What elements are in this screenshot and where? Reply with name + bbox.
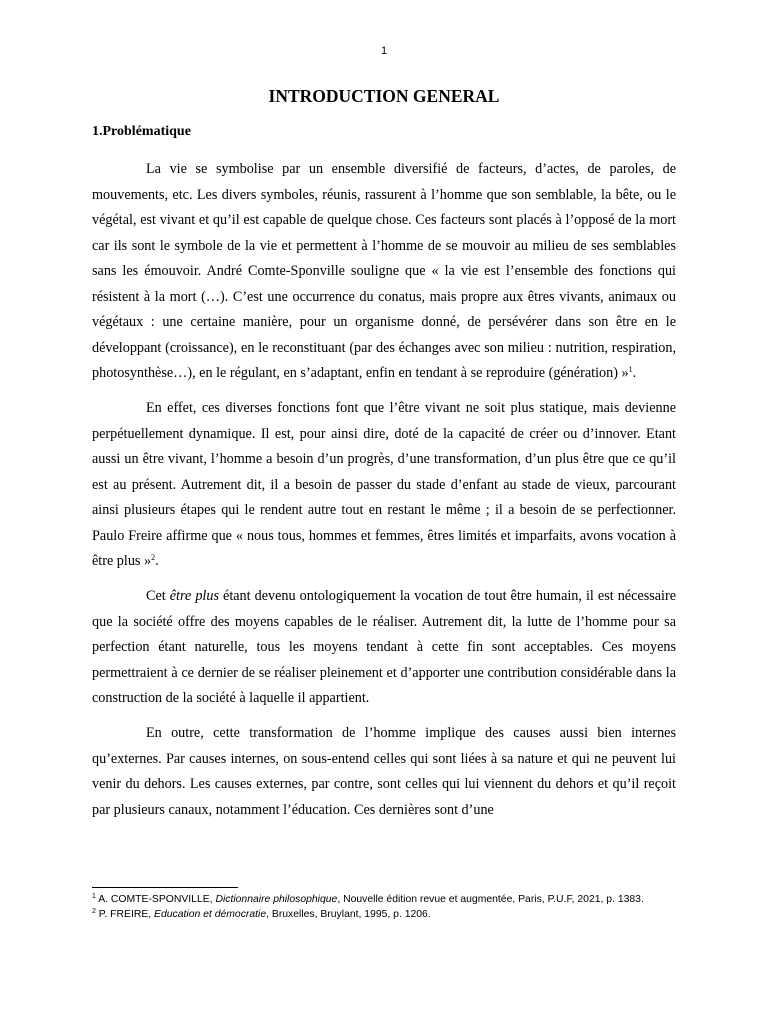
footnote-ref-1[interactable]: 1: [628, 365, 633, 374]
paragraph-1: [92, 157, 676, 387]
paragraph-3-after: étant devenu ontologiquement la vocation de tout être humain, il est nécessaire que la société offre des moyens capables de le réaliser. Autrement dit, la lutte de l’homme pour sa perfection étant naturelle, tous les moyens tendant à cette fin sont acceptables. Ces moyens permettraient à ce dernier de se réaliser pleinement et d’apporter une contribution considérable dans la construction de la société à laquelle il appartient.: [92, 588, 677, 706]
paragraph-1-text: La vie se symbolise par un ensemble diversifié de facteurs, d’actes, de paroles, de mouvements, etc. Les divers symboles, réunis, rassurent à l’homme que son semblable, la bête, ou le végétal, est vivant et qu’il est capable de quelque chose. Ces facteurs sont placés à l’opposé de la mort car ils sont le symbole de la vie et permettent à l’homme de se mouvoir au milieu de ses semblables sans les émouvoir. André Comte-Sponville souligne que « la vie est l’ensemble des fonctions qui résistent à la mort (…). C’est une occurrence du conatus, mais propre aux êtres vivants, animaux ou végétaux : une certaine manière, pour un organisme donné, de persévérer dans son être en le développant (croissance), en le reconstituant (par des échanges avec son milieu : nutrition, respiration, photosynthèse…), en le régulant, en s’adaptant, enfin en tendant à se reproduire (génération) »: [92, 161, 676, 381]
footnote-1-author: A. COMTE-SPONVILLE,: [95, 894, 216, 905]
paragraph-1-end: .: [632, 365, 637, 381]
paragraph-2-text: En effet, ces diverses fonctions font que l’être vivant ne soit plus statique, mais devienne perpétuellement dynamique. Il est, pour ainsi dire, doté de la capacité de créer ou d’innover. Etant aussi un être vivant, l’homme a besoin d’un progrès, d’une transformation, d’un plus être que ce qu’il est au présent. Autrement dit, il a besoin de passer du stade d’enfant au stade de vieux, parcourant ainsi plusieurs étapes qui le rendent autre tout en restant le même ; il a besoin de se perfectionner. Paulo Freire affirme que « nous tous, hommes et femmes, êtres limités et imparfaits, avons vocation à être plus »: [92, 400, 676, 569]
footnote-2-details: , Bruxelles, Bruylant, 1995, p. 1206.: [266, 909, 431, 920]
footnote-separator: [92, 887, 238, 888]
paragraph-3-italic: être plus: [169, 588, 219, 604]
footnotes: [92, 892, 676, 922]
paragraph-2-end: .: [155, 553, 159, 569]
footnote-1-number: 1: [92, 893, 96, 900]
paragraph-3: [92, 584, 676, 712]
footnote-2-number: 2: [92, 908, 96, 915]
page-number: 1: [380, 45, 388, 57]
page-title: INTRODUCTION GENERAL: [268, 86, 500, 106]
footnote-2-author: P. FREIRE,: [95, 909, 155, 920]
footnote-2-work: Education et démocratie: [154, 909, 267, 920]
body-text: [92, 157, 676, 833]
paragraph-2: [92, 396, 676, 575]
footnote-1-details: , Nouvelle édition revue et augmentée, Paris, P.U.F, 2021, p. 1383.: [337, 894, 644, 905]
footnote-1-work: Dictionnaire philosophique: [215, 894, 338, 905]
footnote-2: [92, 907, 676, 922]
footnote-1: [92, 892, 676, 907]
footnote-ref-2[interactable]: 2: [151, 553, 156, 562]
section-heading: 1.Problématique: [92, 124, 191, 139]
paragraph-4-text: En outre, cette transformation de l’homme implique des causes aussi bien internes qu’externes. Par causes internes, on sous-entend celles qui sont liées à sa nature et qui ne peuvent lui venir du dehors. Les causes externes, par contre, sont celles qui lui viennent du dehors et qu’il reçoit par plusieurs canaux, notamment l’éducation. Ces dernières sont d’une: [92, 725, 676, 818]
paragraph-4: [92, 721, 676, 823]
paragraph-3-before: Cet: [146, 588, 170, 604]
